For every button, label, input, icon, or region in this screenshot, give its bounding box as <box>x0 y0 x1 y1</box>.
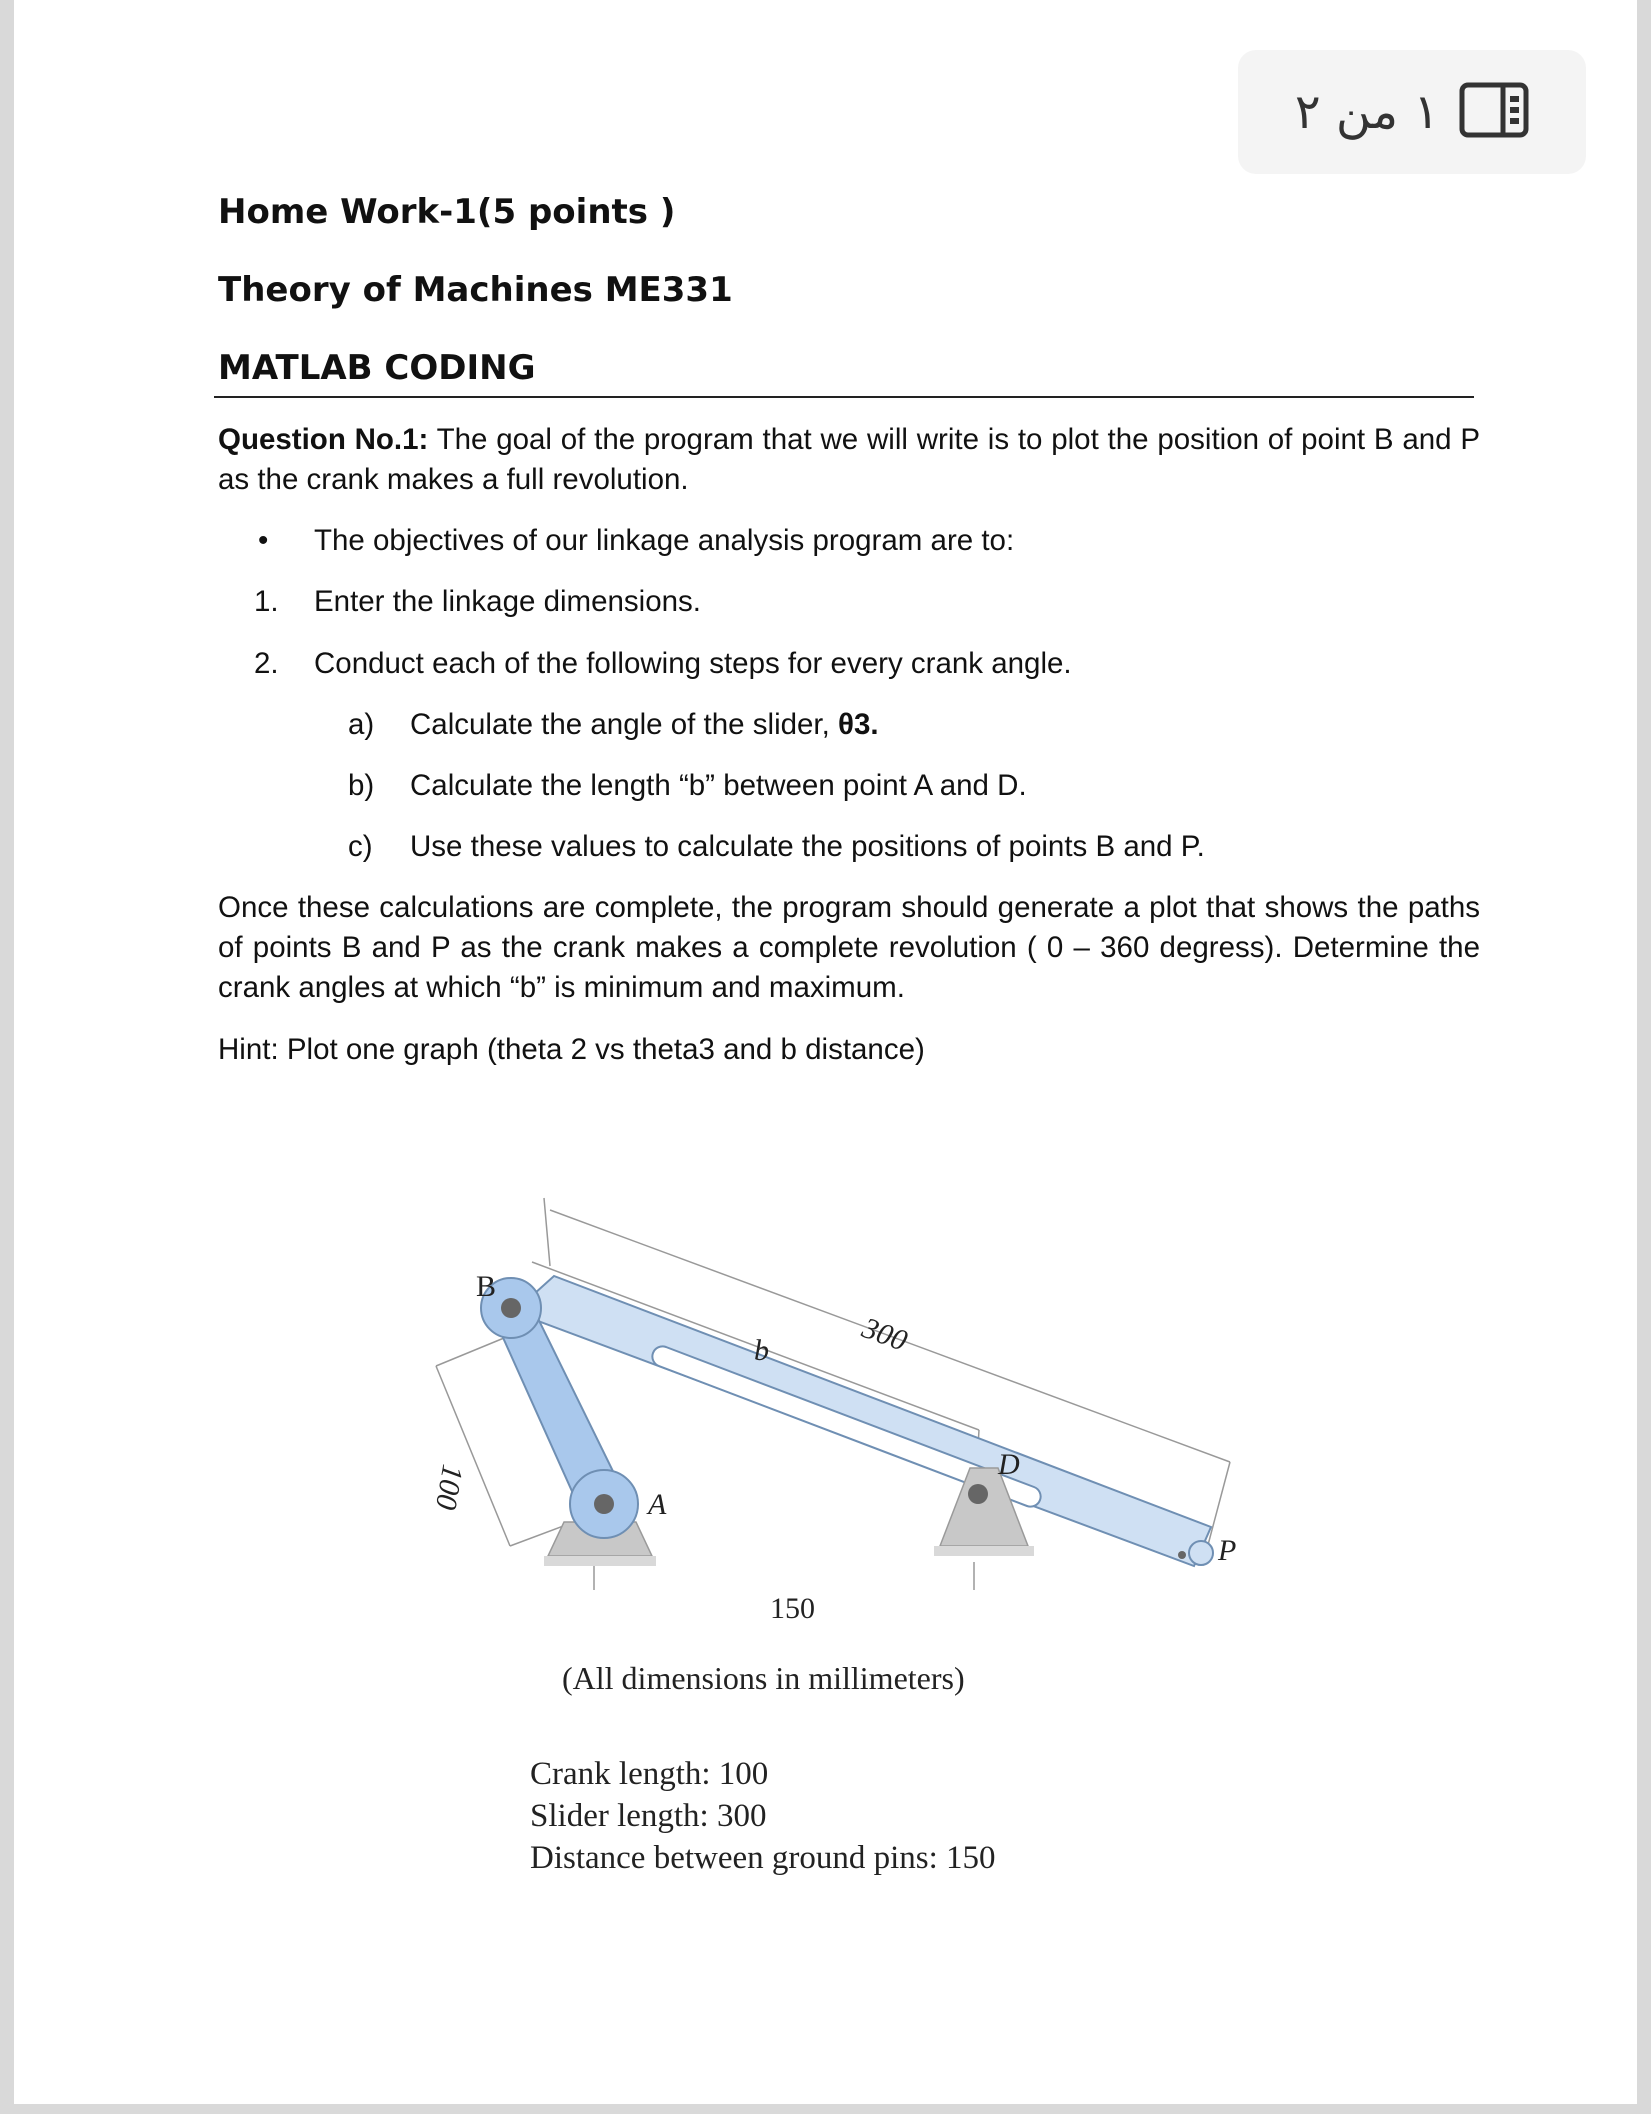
page-number-label: ١ من ٢ <box>1294 84 1440 140</box>
spec-ground-pin-distance: Distance between ground pins: 150 <box>530 1840 996 1876</box>
page-view-icon <box>1459 82 1529 143</box>
dimension-150-line <box>594 1562 974 1590</box>
label-100: 100 <box>428 1462 470 1513</box>
section-title: MATLAB CODING <box>218 348 536 388</box>
document-page: ١ من ٢ Home Work-1(5 points ) Theory of Machines ME331 MATLAB CODING Question No.1: The goal of the program that we will write is to plot the position of point B and P as the crank makes a full revolution. • The objectives of our linkage analysis program are to: 1. Enter the linkage dimensions. 2. Conduct each of the following steps for every crank angle. a) Calculate the angle of the slider, θ3. b) Calculate the length “b” between point A and D. c) Use these values to calculate the positions of points B and P. Once these calculations are complete, the program should generate a plot that shows the paths of points B and P as the crank makes a complete revolution ( 0 – 360 degress). Determine the crank angles at which “b” is minimum and maximum. Hint: Plot one graph (theta 2 vs theta3 and b distance) B A D P b 300 100 150 (All dimensions in millimeters) Crank length: 100 Slider length: 300 Distance between ground pins: 150 <box>14 0 1637 2104</box>
figure-caption: (All dimensions in millimeters) <box>562 1660 965 1696</box>
spec-slider-length: Slider length: 300 <box>530 1798 767 1834</box>
pin-b <box>501 1298 521 1318</box>
instructions-paragraph: Once these calculations are complete, the program should generate a plot that shows the paths of points B and P as the crank makes a complete revolution ( 0 – 360 degress). Determine the crank angles at which “b” is minimum and maximum. <box>218 891 1480 1004</box>
point-p <box>1178 1551 1186 1559</box>
label-d: D <box>998 1448 1020 1481</box>
theta3-symbol: θ3. <box>838 708 879 741</box>
page-indicator[interactable] <box>1238 50 1586 174</box>
spec-crank-length: Crank length: 100 <box>530 1756 769 1792</box>
bullet-icon: • <box>258 524 269 557</box>
label-p: P <box>1218 1534 1237 1567</box>
linkage-figure <box>414 1170 1294 1710</box>
label-b: B <box>476 1270 497 1303</box>
label-a: A <box>648 1488 667 1521</box>
label-300: 300 <box>857 1311 912 1358</box>
homework-title: Home Work-1(5 points ) <box>218 192 676 232</box>
label-150: 150 <box>764 1592 821 1626</box>
question-text: The goal of the program that we will write is to plot the position of point B and P as the crank makes a full revolution. <box>218 423 1480 496</box>
question-label: Question No.1: <box>218 423 429 456</box>
label-b-length: b <box>754 1334 769 1367</box>
course-title: Theory of Machines ME331 <box>218 270 733 310</box>
pin-a <box>594 1494 614 1514</box>
hint-text: Hint: Plot one graph (theta 2 vs theta3 and b distance) <box>218 1033 925 1066</box>
header-divider <box>214 396 1474 398</box>
question-paragraph <box>218 420 1480 500</box>
pin-d <box>968 1484 988 1504</box>
